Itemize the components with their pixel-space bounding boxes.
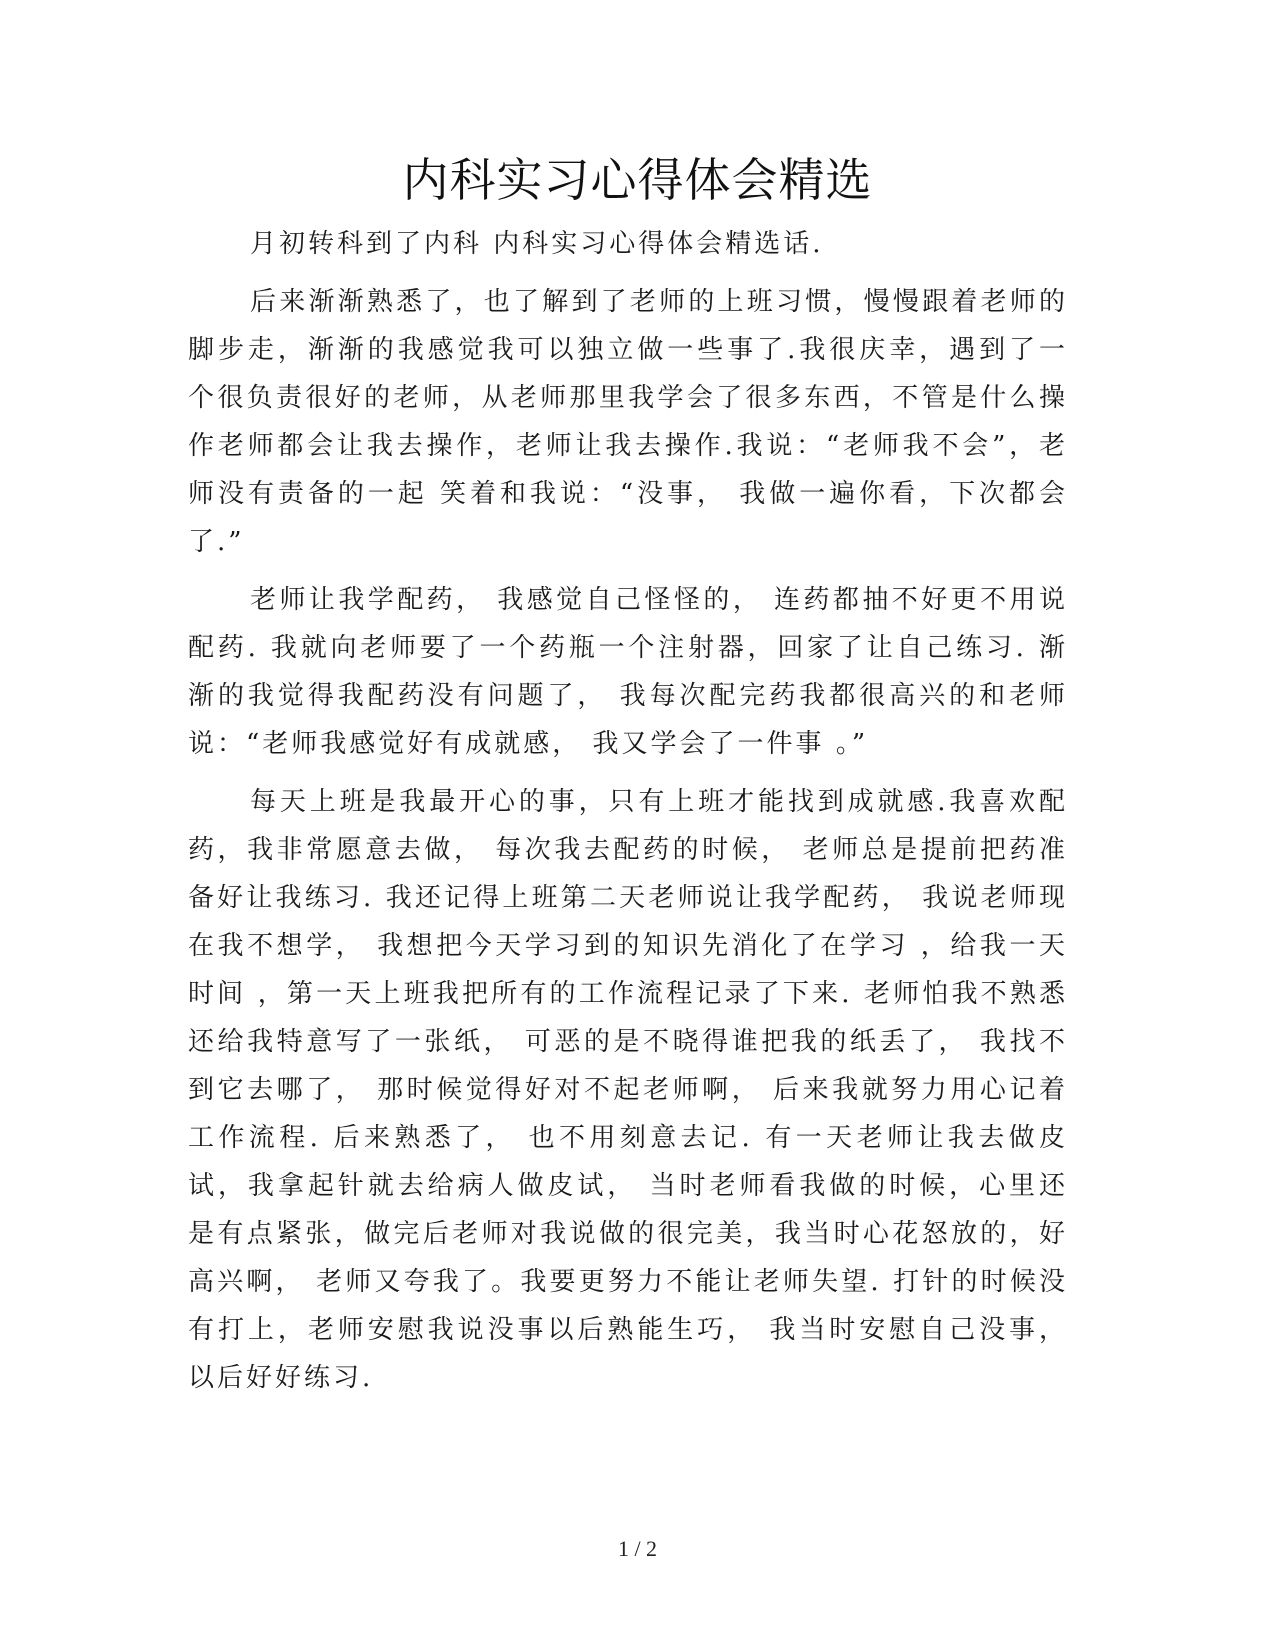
paragraph-4: 每天上班是我最开心的事，只有上班才能找到成就感.我喜欢配药，我非常愿意去做， 每次我去配药的时候， 老师总是提前把药准备好让我练习. 我还记得上班第二天老师说让我学配药， 我说老师现在我不想学， 我想把今天学习到的知识先消化了在学习 ，给我一天时间 ，第一天上班我把所有的工作流程记录了下来. 老师怕我不熟悉还给我特意写了一张纸， 可恶的是不晓得谁把我的纸丢了， 我找不到它去哪了， 那时候觉得好对不起老师啊， 后来我就努力用心记着工作流程. 后来熟悉了， 也不用刻意去记. 有一天老师让我去做皮试，我拿起针就去给病人做皮试， 当时老师看我做的时候，心里还是有点紧张，做完后老师对我说做的很完美，我当时心花怒放的，好高兴啊， 老师又夸我了。我要更努力不能让老师失望. 打针的时候没有打上，老师安慰我说没事以后熟能生巧， 我当时安慰自己没事，以后好好练习. <box>188 787 1068 1393</box>
document-body <box>188 220 1068 1406</box>
document-title: 内科实习心得体会精选 <box>402 153 873 207</box>
paragraph-3: 老师让我学配药， 我感觉自己怪怪的， 连药都抽不好更不用说配药. 我就向老师要了一个药瓶一个注射器，回家了让自己练习. 渐渐的我觉得我配药没有问题了， 我每次配完药我都很高兴的和老师说：“老师我感觉好有成就感， 我又学会了一件事 。” <box>188 585 1068 759</box>
paragraph-1: 月初转科到了内科 内科实习心得体会精选话. <box>250 229 824 259</box>
paragraph-2: 后来渐渐熟悉了，也了解到了老师的上班习惯，慢慢跟着老师的脚步走，渐渐的我感觉我可以独立做一些事了.我很庆幸，遇到了一个很负责很好的老师，从老师那里我学会了很多东西，不管是什么操作老师都会让我去操作，老师让我去操作.我说：“老师我不会”，老师没有责备的一起 笑着和我说：“没事， 我做一遍你看，下次都会了.” <box>188 287 1068 557</box>
page-number: 1 / 2 <box>617 1536 658 1561</box>
